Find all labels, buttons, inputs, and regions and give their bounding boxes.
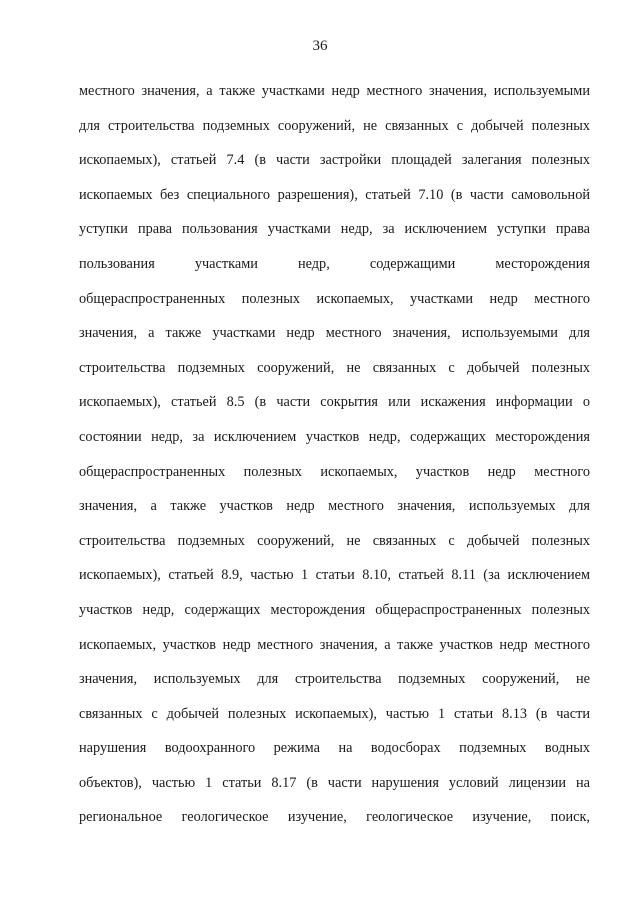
text-line: строительства подземных сооружений, не связанных с добычей полезных: [79, 359, 590, 376]
body-text: [79, 74, 590, 835]
text-line: связанных с добычей полезных ископаемых), частью 1 статьи 8.13 (в части: [79, 705, 590, 722]
text-line: ископаемых), статьей 8.5 (в части сокрытия или искажения информации о: [79, 394, 590, 411]
text-line: общераспространенных полезных ископаемых, участков недр местного: [79, 463, 590, 480]
text-line: участков недр, содержащих месторождения общераспространенных полезных: [79, 601, 590, 618]
text-line: строительства подземных сооружений, не связанных с добычей полезных: [79, 532, 590, 549]
text-line: ископаемых без специального разрешения), статьей 7.10 (в части самовольной: [79, 186, 590, 203]
text-line: нарушения водоохранного режима на водосборах подземных водных: [79, 740, 590, 757]
page-number: 36: [312, 38, 328, 54]
text-line: общераспространенных полезных ископаемых, участками недр местного: [79, 290, 590, 307]
text-line: значения, используемых для строительства подземных сооружений, не: [79, 671, 590, 688]
text-line: пользования участками недр, содержащими месторождения: [79, 255, 590, 272]
text-line: местного значения, а также участками недр местного значения, используемыми: [79, 83, 590, 99]
text-line: ископаемых), статьей 7.4 (в части застройки площадей залегания полезных: [79, 152, 590, 169]
text-line: объектов), частью 1 статьи 8.17 (в части нарушения условий лицензии на: [79, 774, 590, 791]
text-line: для строительства подземных сооружений, не связанных с добычей полезных: [79, 117, 590, 134]
text-line: значения, а также участков недр местного значения, используемых для: [79, 498, 590, 515]
text-line: состоянии недр, за исключением участков недр, содержащих месторождения: [79, 428, 590, 445]
text-line: ископаемых), статьей 8.9, частью 1 статьи 8.10, статьей 8.11 (за исключением: [79, 567, 590, 584]
text-line: ископаемых, участков недр местного значения, а также участков недр местного: [79, 636, 590, 653]
text-line: региональное геологическое изучение, геологическое изучение, поиск,: [79, 809, 590, 826]
text-line: уступки права пользования участками недр, за исключением уступки права: [79, 221, 590, 238]
text-line: значения, а также участками недр местного значения, используемыми для: [79, 325, 590, 342]
